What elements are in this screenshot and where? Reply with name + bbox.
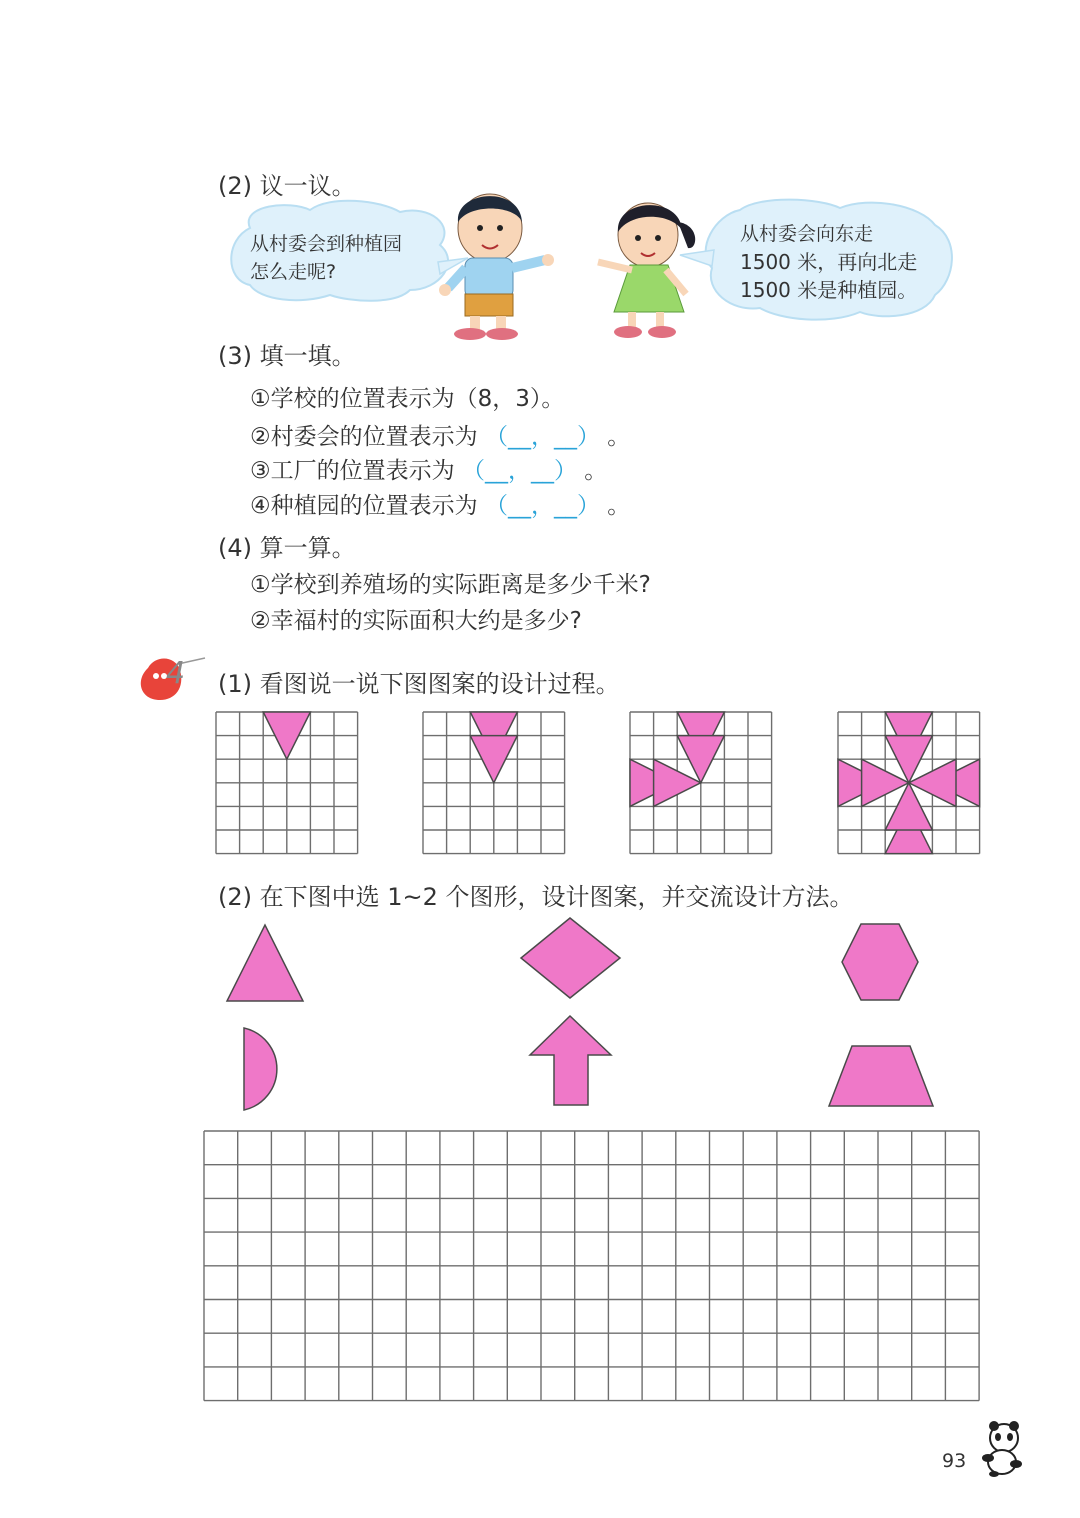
problem-4-part-2: (2) 在下图中选 1~2 个图形，设计图案，并交流设计方法。 — [218, 883, 854, 911]
fill-item-1: ①学校的位置表示为（8，3）。 — [250, 386, 565, 412]
fill-item-4-text: ④种植园的位置表示为 — [250, 493, 478, 519]
girl-bubble-line-2: 1500 米，再向北走 — [740, 250, 918, 274]
girl-bubble-line-3: 1500 米是种植园。 — [740, 278, 918, 302]
arrow-shape — [530, 1016, 611, 1105]
pattern-grids — [216, 712, 980, 854]
fill-item-2-text: ②村委会的位置表示为 — [250, 424, 478, 450]
page-number: 93 — [942, 1450, 967, 1472]
boy-figure — [439, 194, 554, 340]
section-3-heading: (3) 填一填。 — [218, 342, 356, 370]
half-circle-shape — [244, 1028, 277, 1110]
fill-item-3-end: 。 — [584, 458, 608, 484]
fill-item-4-blank[interactable]: （__，__） — [484, 493, 600, 519]
problem-4-part-1: (1) 看图说一说下图图案的设计过程。 — [218, 670, 620, 698]
blank-grid — [204, 1131, 979, 1401]
calc-item-1: ①学校到养殖场的实际距离是多少千米? — [250, 572, 651, 598]
section-2-heading: (2) 议一议。 — [218, 172, 356, 200]
calc-item-2: ②幸福村的实际面积大约是多少? — [250, 608, 582, 634]
fill-item-4 — [250, 487, 630, 520]
fill-item-2 — [250, 418, 630, 451]
girl-bubble-line-1: 从村委会向东走 — [740, 223, 874, 245]
fill-item-3-blank[interactable]: （__，__） — [461, 458, 577, 484]
fill-item-4-end: 。 — [607, 493, 631, 519]
trapezoid-shape — [829, 1046, 933, 1106]
problem-number: 4 — [166, 656, 186, 691]
section-4-heading: (4) 算一算。 — [218, 534, 356, 562]
hexagon-shape — [842, 924, 918, 1000]
boy-bubble-line-2: 怎么走呢? — [250, 261, 337, 283]
shape-options — [227, 918, 933, 1110]
boy-bubble-line-1: 从村委会到种植园 — [250, 233, 403, 255]
fill-item-3-text: ③工厂的位置表示为 — [250, 458, 455, 484]
fill-item-2-end: 。 — [607, 424, 631, 450]
panda-icon — [982, 1421, 1022, 1477]
fill-item-3 — [250, 452, 607, 485]
fill-item-2-blank[interactable]: （__，__） — [484, 424, 600, 450]
rhombus-shape — [521, 918, 620, 998]
triangle-shape — [227, 925, 303, 1001]
girl-figure — [598, 203, 695, 338]
drawing-grid — [204, 1131, 979, 1401]
